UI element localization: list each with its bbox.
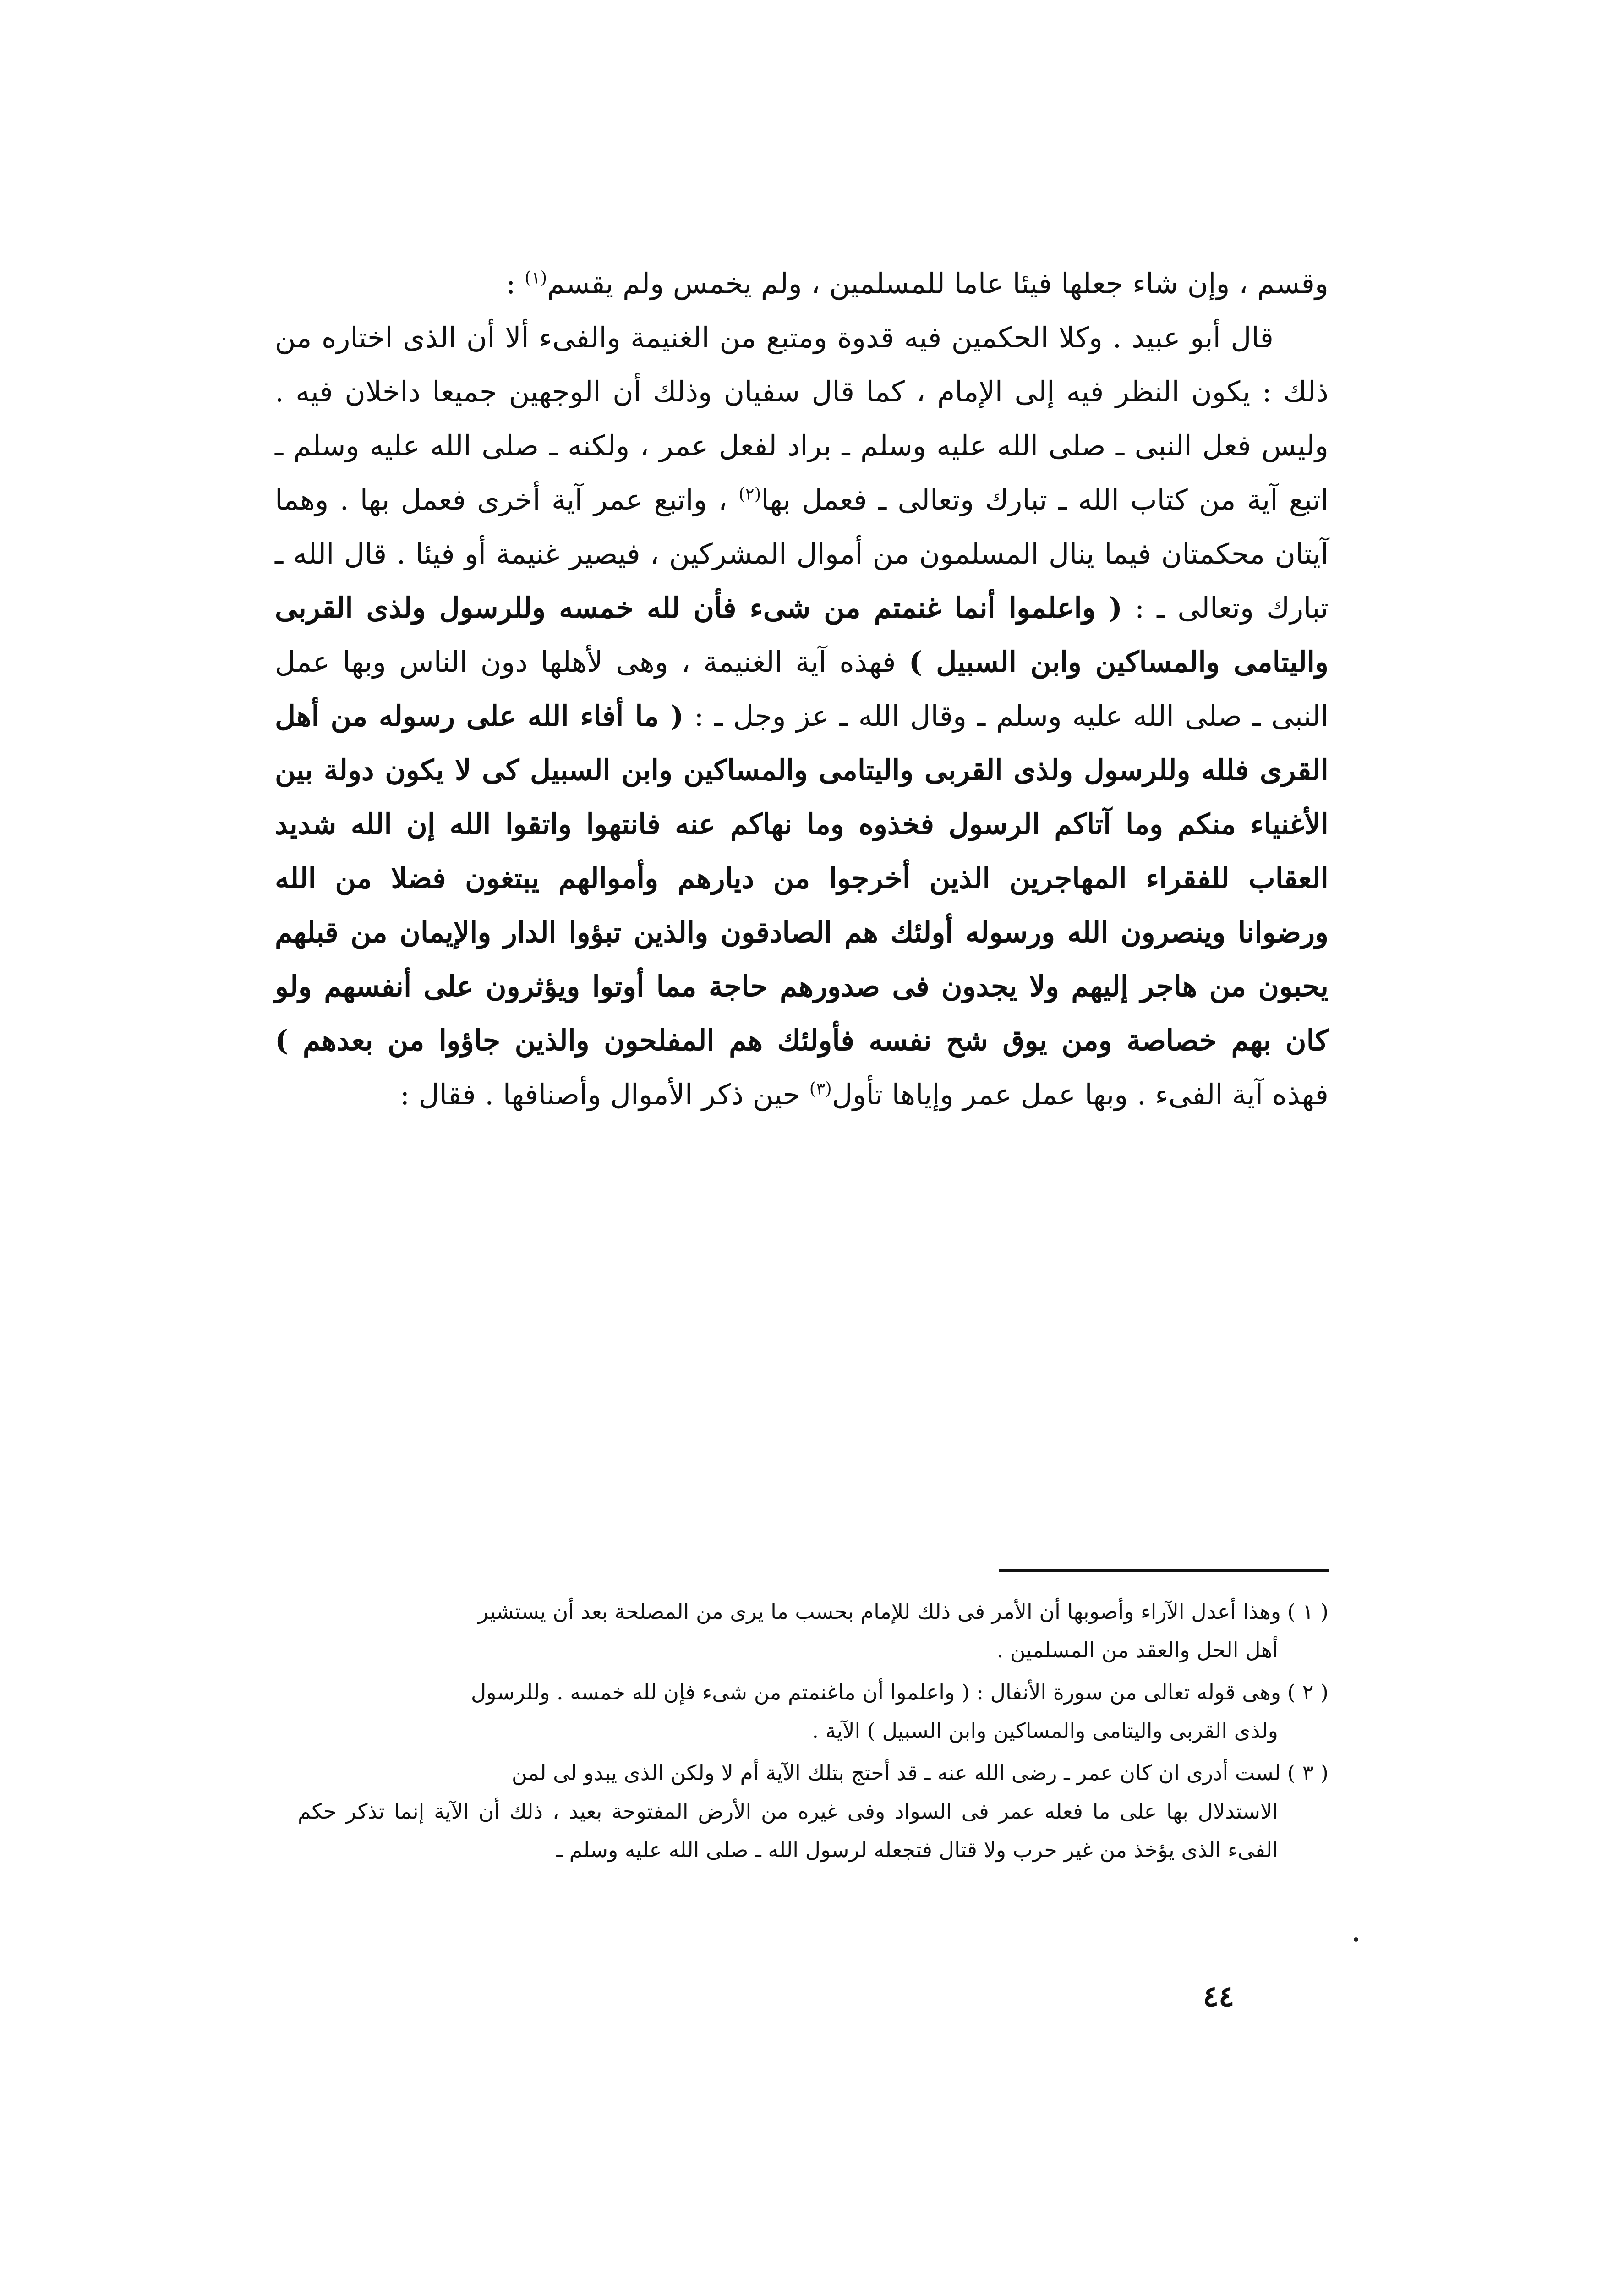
footnote-number: ( ٣ ): [1287, 1760, 1329, 1785]
footnote-separator-line: [999, 1569, 1329, 1572]
footnote-continuation: الاستدلال بها على ما فعله عمر فى السواد وفى غيره من الأرض المفتوحة بعيد ، ذلك أن الآية إنما تذكر حكم الفىء الذى يؤخذ من غير حرب ولا قتال فتجعله لرسول الله ـ صلى الله عليه وسلم ـ: [298, 1799, 1278, 1862]
body-paragraph: [275, 257, 1329, 311]
footnote-text: وهذا أعدل الآراء وأصوبها أن الأمر فى ذلك للإمام بحسب ما يرى من المصلحة بعد أن يستشير: [478, 1599, 1281, 1624]
body-text-run: :: [506, 267, 525, 300]
footnote-text: وهى قوله تعالى من سورة الأنفال : ( واعلموا أن ماغنمتم من شىء فإن لله خمسه . وللرسول: [470, 1680, 1281, 1705]
footnote-reference: (٢): [738, 483, 761, 504]
footnote-item: [298, 1592, 1329, 1669]
body-text-run: فهذه آية الفىء . وبها عمل عمر وإياها تأول: [831, 1078, 1329, 1111]
footnote-text: لست أدرى ان كان عمر ـ رضى الله عنه ـ قد أحتج بتلك الآية أم لا ولكن الذى يبدو لى لمن: [511, 1760, 1281, 1785]
page-number: ٤٤: [1203, 1979, 1235, 2014]
footnote-continuation: ولذى القربى واليتامى والمساكين وابن السبيل ) الآية .: [812, 1718, 1278, 1743]
quranic-quote-text: ( واعلموا أنما غنمتم من شىء فأن لله خمسه وللرسول ولذى القربى واليتامى والمساكين وابن السبيل ): [275, 591, 1329, 679]
footnote-reference: (١): [525, 267, 547, 288]
footnote-continuation: أهل الحل والعقد من المسلمين .: [996, 1638, 1278, 1662]
body-text-run: وقسم ، وإن شاء جعلها فيئا عاما للمسلمين ، ولم يخمس ولم يقسم: [547, 267, 1329, 300]
footnote-item: [298, 1673, 1329, 1750]
scan-speck: [1354, 1937, 1358, 1942]
footnote-number: ( ٢ ): [1287, 1680, 1329, 1705]
body-paragraph: [275, 311, 1329, 1122]
body-text-run: حين ذكر الأموال وأصنافها . فقال :: [400, 1078, 809, 1111]
main-text-body: [275, 257, 1329, 1122]
footnotes-section: [298, 1592, 1329, 1873]
footnote-reference: (٣): [809, 1078, 832, 1099]
body-text-run: قال أبو عبيد . وكلا الحكمين فيه قدوة ومتبع من الغنيمة والفىء ألا أن الذى اختاره من ذلك : يكون النظر فيه إلى الإمام ، كما قال سفيان وذلك أن الوجهين جميعا داخلان فيه . وليس فعل النبى ـ صلى الله عليه وسلم ـ براد لفعل عمر ، ولكنه ـ صلى الله عليه وسلم ـ اتبع آية من كتاب الله ـ تبارك وتعالى ـ فعمل بها: [275, 321, 1329, 516]
footnote-number: ( ١ ): [1287, 1599, 1329, 1624]
quranic-quote-text: ( ما أفاء الله على رسوله من أهل القرى فلله وللرسول ولذى القربى واليتامى والمساكين وابن السبيل كى لا يكون دولة بين الأغنياء منكم وما آتاكم الرسول فخذوه وما نهاكم عنه فانتهوا واتقوا الله إن الله شديد العقاب للفقراء المهاجرين الذين أخرجوا من ديارهم وأموالهم يبتغون فضلا من الله ورضوانا وينصرون الله ورسوله أولئك هم الصادقون والذين تبؤوا الدار والإيمان من قبلهم يحبون من هاجر إليهم ولا يجدون فى صدورهم حاجة مما أوتوا ويؤثرون على أنفسهم ولو كان بهم خصاصة ومن يوق شح نفسه فأولئك هم المفلحون والذين جاؤوا من بعدهم ): [275, 699, 1329, 1057]
body-text-run: فهذه آية الغنيمة ، وهى لأهلها دون الناس وبها عمل النبى ـ صلى الله عليه وسلم ـ وقال الله ـ عز وجل ـ :: [275, 645, 1329, 733]
footnote-item: [298, 1754, 1329, 1869]
body-text-run: ، واتبع عمر آية أخرى فعمل بها . وهما آيتان محكمتان فيما ينال المسلمون من أموال المشركين ، فيصير غنيمة أو فيئا . قال الله ـ تبارك وتعالى ـ :: [275, 483, 1329, 625]
